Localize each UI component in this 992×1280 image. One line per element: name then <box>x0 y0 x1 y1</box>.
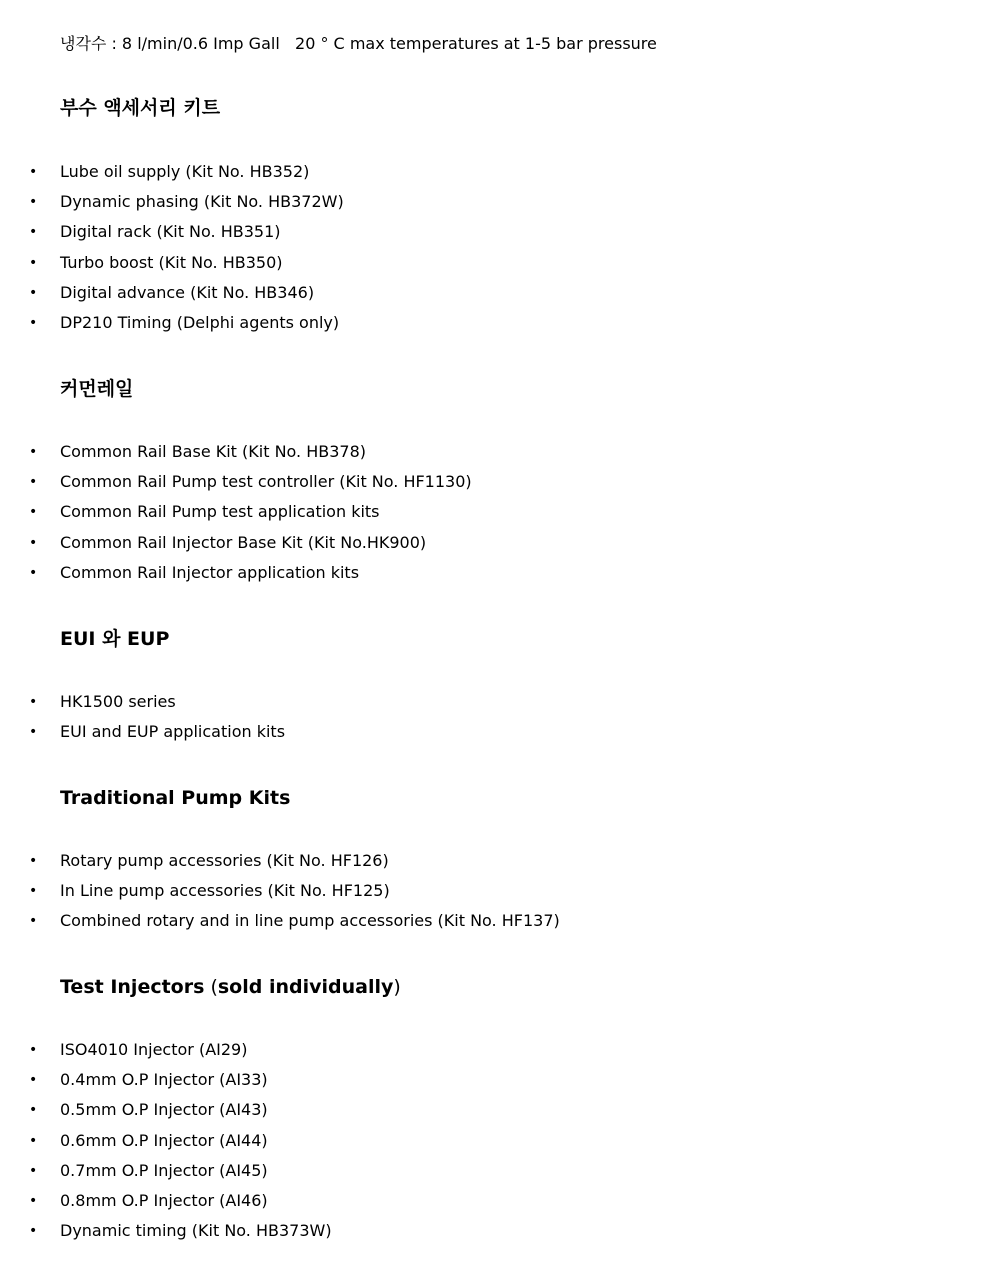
list-item <box>0 1216 332 1246</box>
list-item-text: 0.7mm O.P Injector (AI45) <box>60 1160 268 1180</box>
heading-paren-close: ) <box>393 976 401 998</box>
item-list <box>0 846 560 937</box>
list-item <box>0 467 472 497</box>
list-item-text: HK1500 series <box>60 692 176 711</box>
bullet-icon: • <box>29 254 38 271</box>
item-list <box>0 437 472 588</box>
list-item <box>0 906 560 936</box>
bullet-icon: • <box>29 474 38 491</box>
list-item-text: Common Rail Pump test controller (Kit No. HF1130) <box>60 472 472 492</box>
bullet-icon: • <box>29 284 38 301</box>
list-item <box>0 846 560 876</box>
heading-paren-open: ( <box>204 976 218 998</box>
list-item-text: 0.8mm O.P Injector (AI46) <box>60 1190 268 1210</box>
list-item <box>0 217 344 247</box>
section-heading: EUI 와 EUP <box>60 628 170 650</box>
bullet-icon: • <box>29 1192 38 1209</box>
coolant-spec-line: 냉각수 : 8 l/min/0.6 Imp Gall 20 ° C max temperatures at 1-5 bar pressure <box>60 34 657 53</box>
list-item-text: Common Rail Injector Base Kit (Kit No.HK900) <box>60 532 427 552</box>
list-item <box>0 717 285 747</box>
bullet-icon: • <box>29 1162 38 1179</box>
list-item-text: DP210 Timing (Delphi agents only) <box>60 312 340 332</box>
heading-main: Test Injectors <box>60 976 205 998</box>
list-item-text: Common Rail Base Kit (Kit No. HB378) <box>60 442 367 461</box>
item-list <box>0 1035 332 1246</box>
list-item <box>0 157 344 187</box>
bullet-icon: • <box>29 1102 38 1119</box>
bullet-icon: • <box>29 534 38 551</box>
list-item-text: Combined rotary and in line pump accessories (Kit No. HF137) <box>60 911 560 931</box>
heading-sub: sold individually <box>217 976 394 998</box>
bullet-icon: • <box>29 1132 38 1149</box>
bullet-icon: • <box>29 164 38 180</box>
list-item <box>0 1065 332 1095</box>
list-item-text: EUI and EUP application kits <box>60 722 286 742</box>
section-heading <box>60 974 401 1000</box>
section-heading: 부수 액세서리 키트 <box>60 97 221 119</box>
list-item <box>0 187 344 217</box>
list-item <box>0 876 560 906</box>
list-item <box>0 497 472 527</box>
list-item-text: Dynamic timing (Kit No. HB373W) <box>60 1221 332 1241</box>
list-item-text: Common Rail Pump test application kits <box>60 502 380 522</box>
bullet-icon: • <box>29 1072 38 1089</box>
list-item-text: Turbo boost (Kit No. HB350) <box>60 252 283 272</box>
section-heading: 커먼레일 <box>60 378 134 400</box>
bullet-icon: • <box>29 194 38 211</box>
list-item <box>0 308 344 338</box>
list-item <box>0 278 344 308</box>
section-heading: Traditional Pump Kits <box>60 787 291 809</box>
list-item-text: In Line pump accessories (Kit No. HF125) <box>60 881 390 901</box>
bullet-icon: • <box>29 1223 38 1240</box>
list-item <box>0 1156 332 1186</box>
list-item <box>0 1126 332 1156</box>
bullet-icon: • <box>29 444 38 460</box>
list-item-text: Lube oil supply (Kit No. HB352) <box>60 162 310 181</box>
list-item-text: Common Rail Injector application kits <box>60 562 360 582</box>
bullet-icon: • <box>29 504 38 521</box>
bullet-icon: • <box>29 853 38 869</box>
bullet-icon: • <box>29 1042 38 1058</box>
bullet-icon: • <box>29 314 38 331</box>
list-item-text: Dynamic phasing (Kit No. HB372W) <box>60 192 344 212</box>
list-item <box>0 687 285 717</box>
item-list <box>0 687 285 747</box>
list-item-text: 0.5mm O.P Injector (AI43) <box>60 1100 268 1120</box>
list-item-text: Digital advance (Kit No. HB346) <box>60 282 315 302</box>
list-item <box>0 1186 332 1216</box>
bullet-icon: • <box>29 224 38 241</box>
bullet-icon: • <box>29 883 38 900</box>
list-item-text: 0.4mm O.P Injector (AI33) <box>60 1070 268 1090</box>
list-item <box>0 248 344 278</box>
list-item-text: Digital rack (Kit No. HB351) <box>60 222 281 242</box>
list-item <box>0 1095 332 1125</box>
bullet-icon: • <box>29 724 38 741</box>
list-item-text: Rotary pump accessories (Kit No. HF126) <box>60 851 389 870</box>
list-item <box>0 437 472 467</box>
list-item-text: ISO4010 Injector (AI29) <box>60 1040 248 1059</box>
list-item <box>0 558 472 588</box>
bullet-icon: • <box>29 913 38 930</box>
list-item <box>0 528 472 558</box>
list-item <box>0 1035 332 1065</box>
bullet-icon: • <box>29 564 38 581</box>
list-item-text: 0.6mm O.P Injector (AI44) <box>60 1130 268 1150</box>
bullet-icon: • <box>29 694 38 710</box>
item-list <box>0 157 344 338</box>
